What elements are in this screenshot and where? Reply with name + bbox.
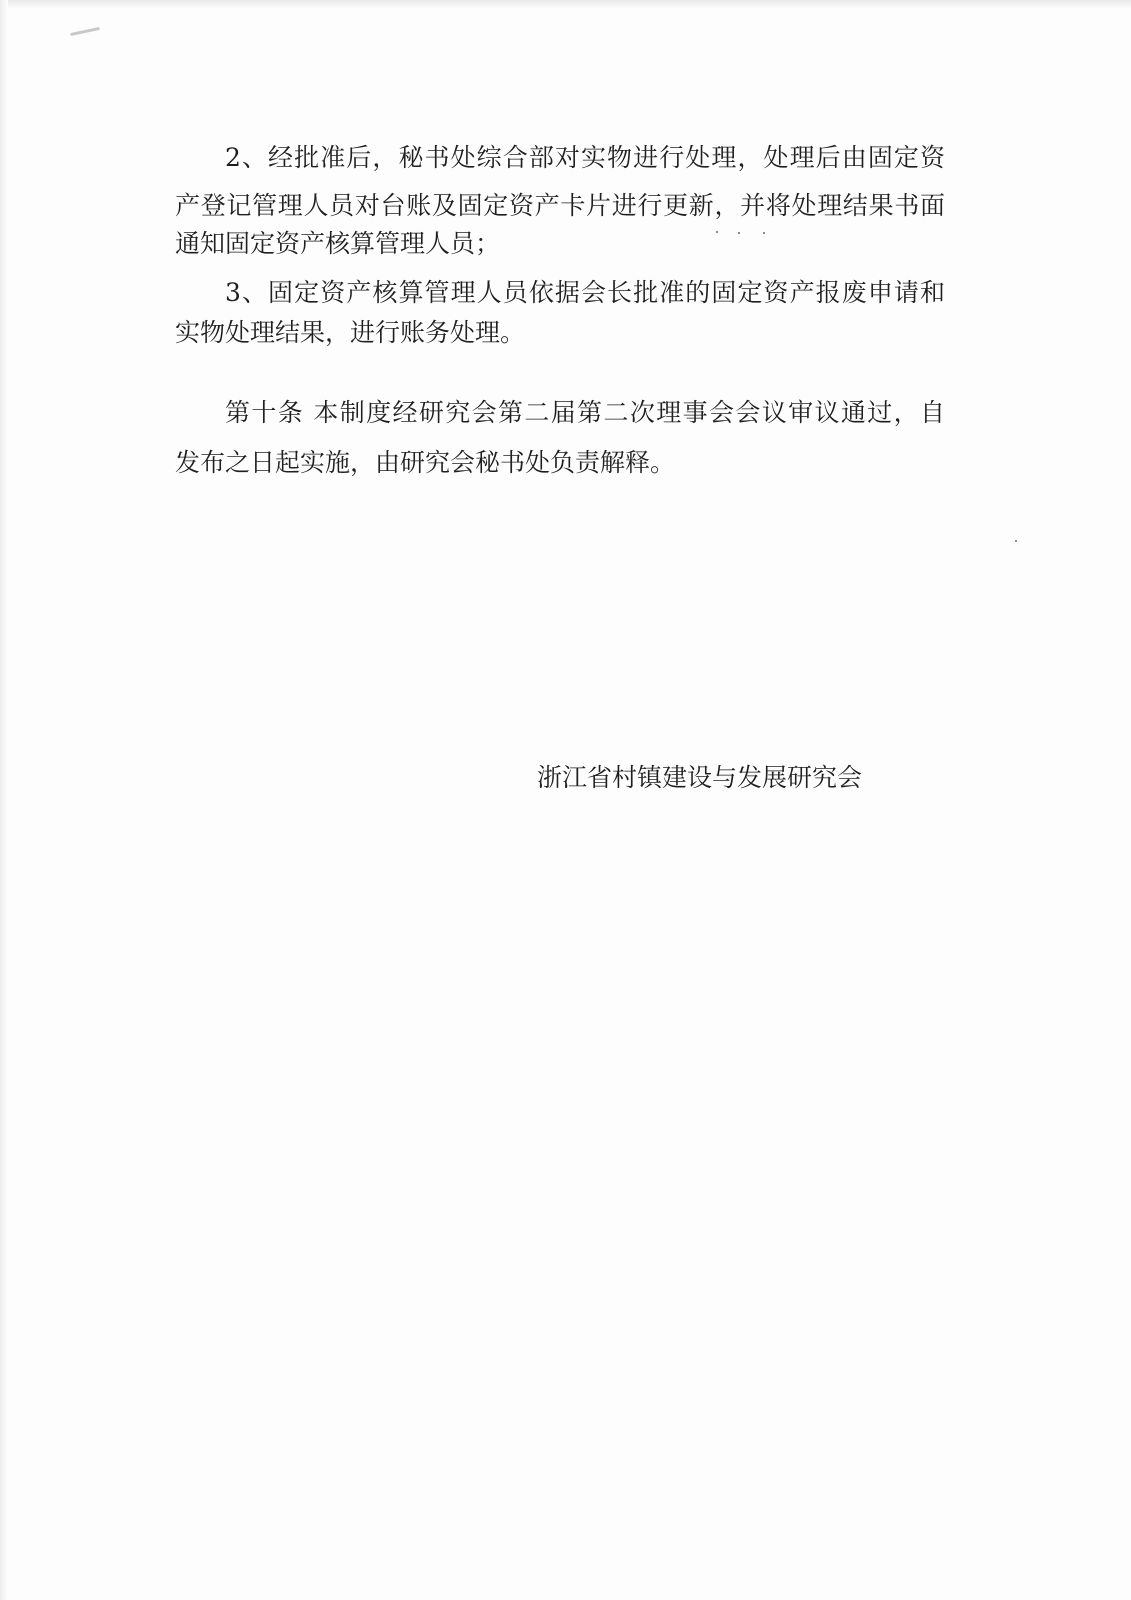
organization-signature: 浙江省村镇建设与发展研究会 [537,763,863,792]
paragraph-line: 产登记管理人员对台账及固定资产卡片进行更新，并将处理结果书面 [175,191,945,220]
paragraph-line: 通知固定资产核算管理人员； [175,229,501,258]
paragraph-line: 2、经批准后，秘书处综合部对实物进行处理，处理后由固定资 [225,143,945,172]
scan-speck [738,232,740,234]
scan-speck [716,231,718,233]
paragraph-line: 3、固定资产核算管理人员依据会长批准的固定资产报废申请和 [225,278,945,307]
scan-edge-top [0,0,1131,9]
paragraph-line: 发布之日起实施，由研究会秘书处负责解释。 [175,448,676,477]
paragraph-line: 第十条 本制度经研究会第二届第二次理事会会议审议通过，自 [225,398,945,427]
scan-smudge [70,27,100,36]
scan-speck [1015,540,1017,542]
paragraph-line: 实物处理结果，进行账务处理。 [175,318,526,347]
scan-edge-left [0,0,8,1600]
scan-speck [763,232,765,234]
